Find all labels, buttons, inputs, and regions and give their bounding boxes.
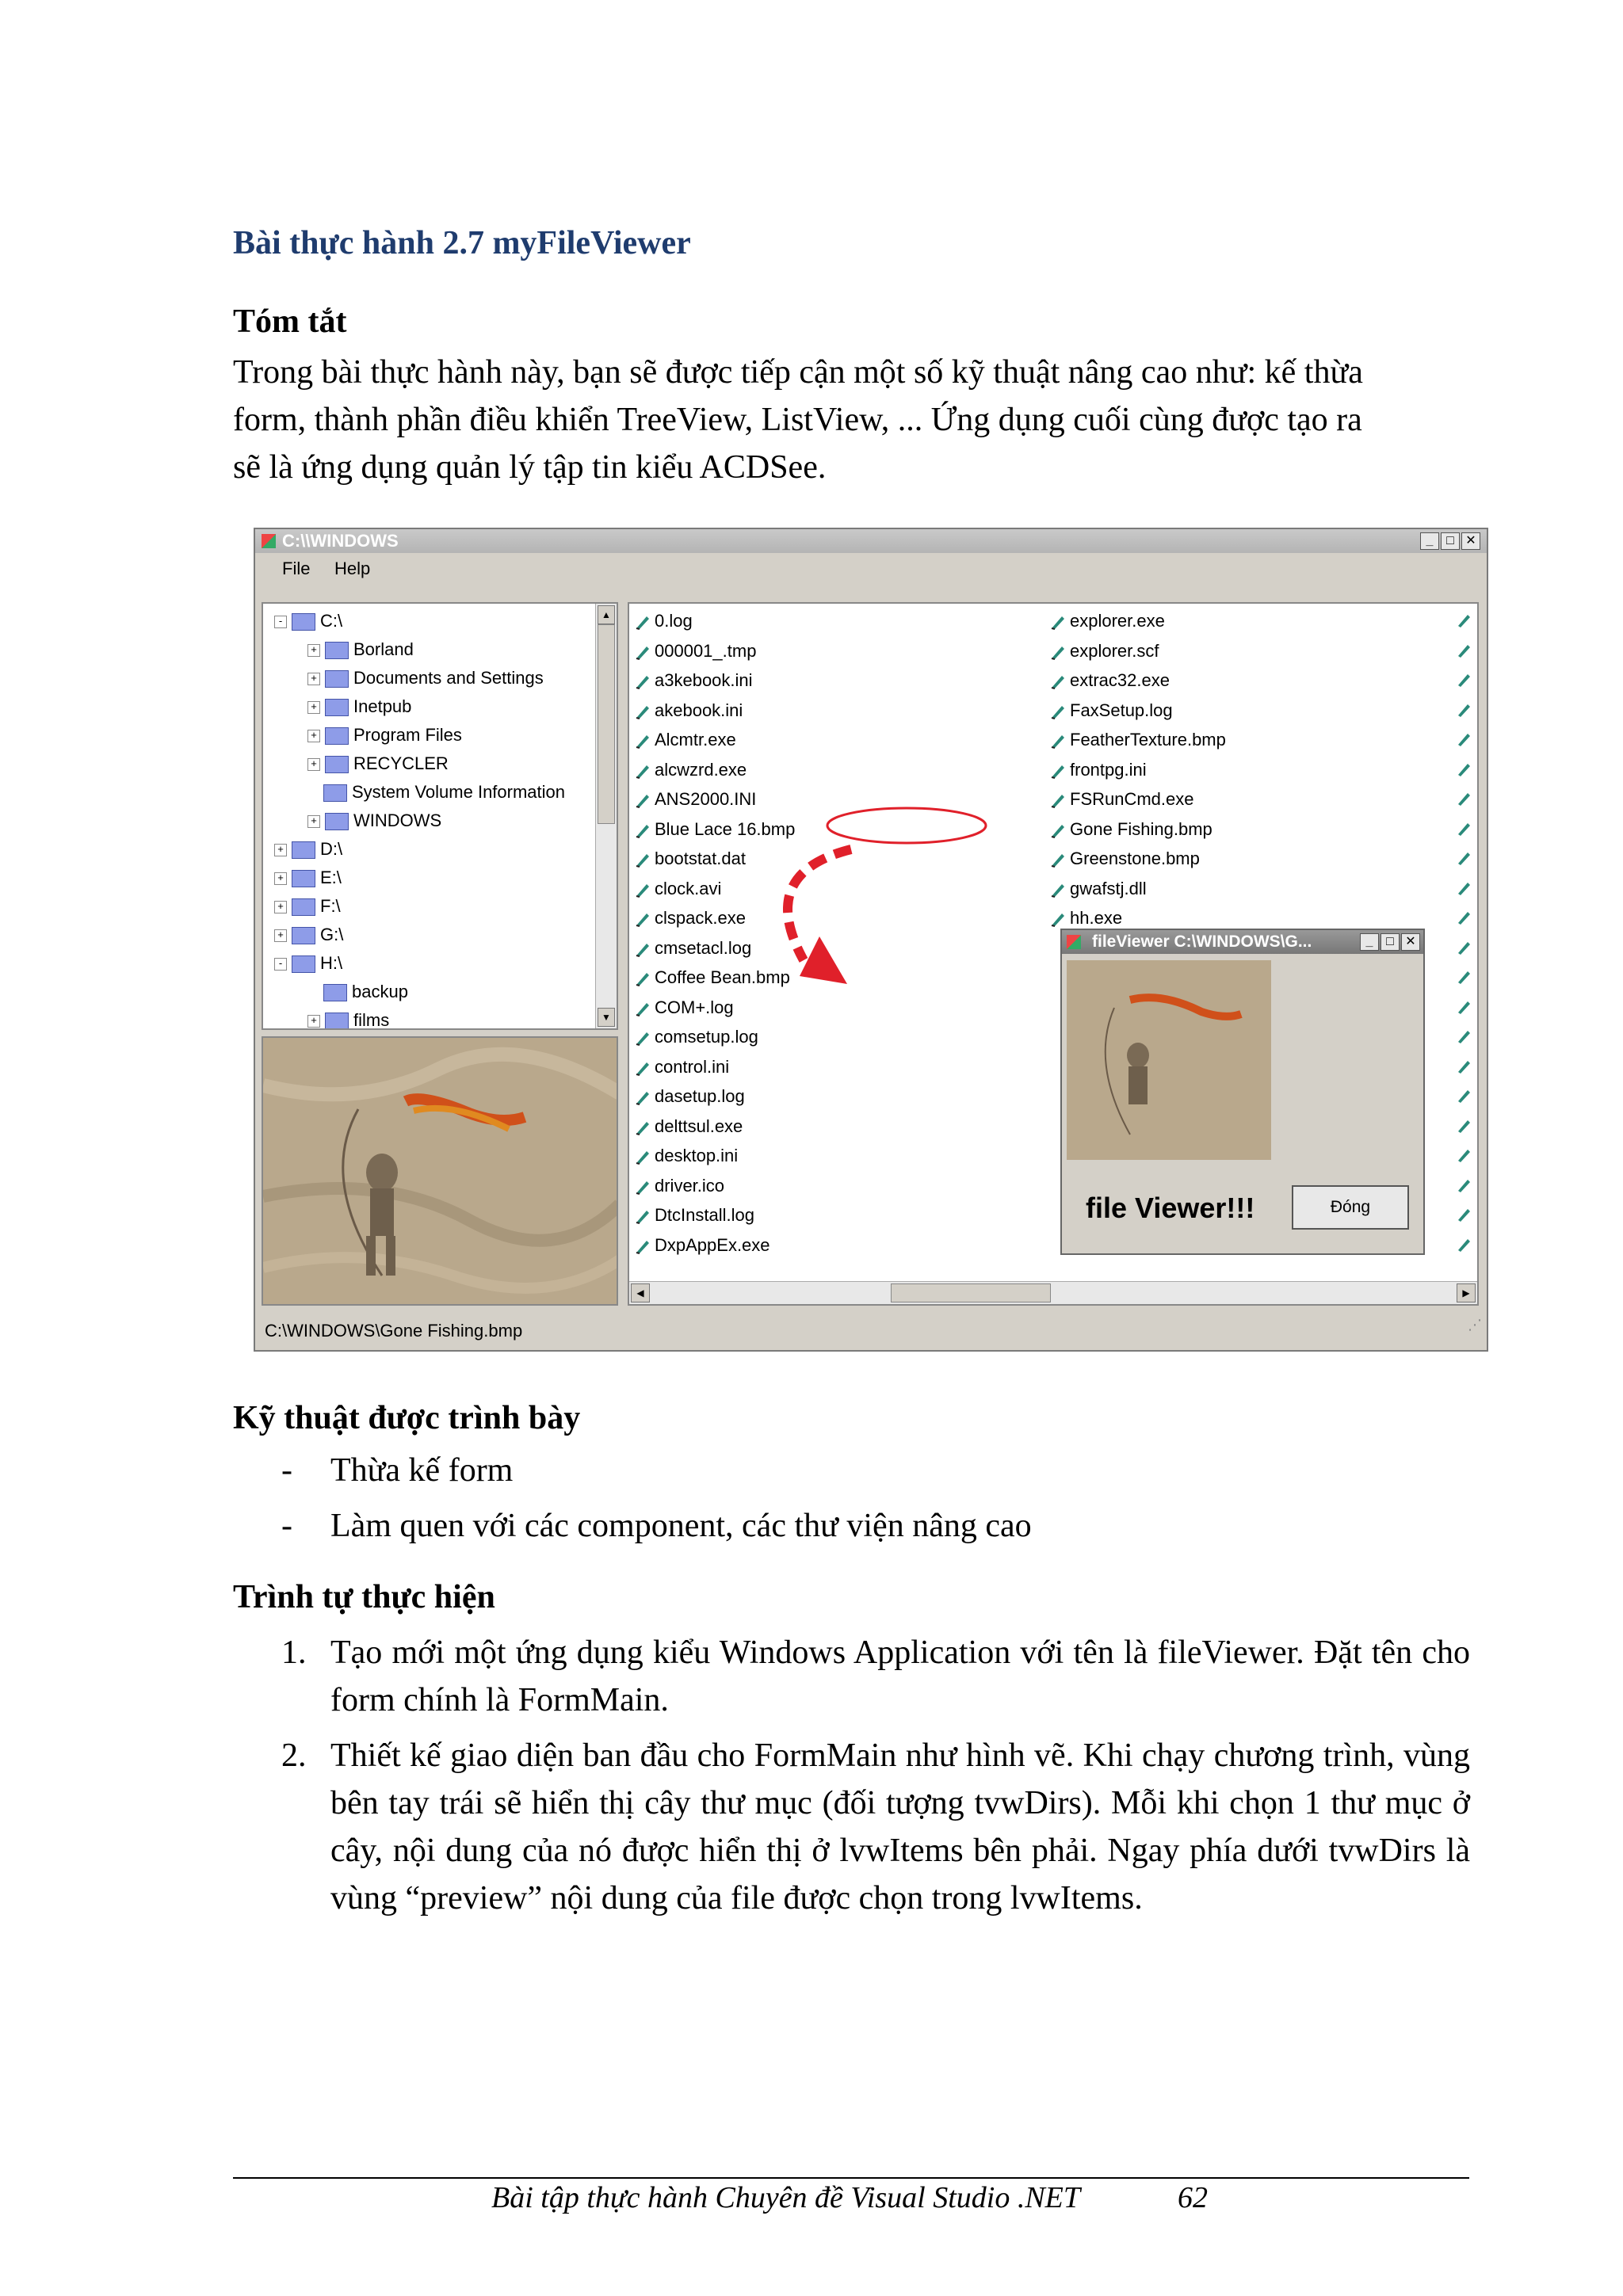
tree-node[interactable] — [274, 949, 342, 978]
tree-node-label: E:\ — [320, 868, 342, 887]
techniques-title: Kỹ thuật được trình bày — [233, 1400, 581, 1436]
list-item[interactable] — [1049, 637, 1159, 666]
file-icon — [634, 970, 651, 987]
list-item-label: gwafstj.dll — [1070, 878, 1147, 898]
list-item[interactable] — [634, 875, 721, 903]
file-icon — [1455, 909, 1472, 926]
minimize-icon[interactable]: _ — [1420, 532, 1439, 550]
file-icon — [1455, 701, 1472, 719]
list-item[interactable] — [634, 845, 746, 873]
maximize-icon[interactable]: □ — [1441, 532, 1460, 550]
list-item-label: bootstat.dat — [655, 849, 746, 868]
popup-title: fileViewer C:\WINDOWS\G... — [1092, 933, 1312, 951]
popup-minimize-icon[interactable]: _ — [1360, 933, 1379, 951]
file-icon — [634, 1148, 651, 1165]
list-item[interactable] — [1049, 875, 1147, 903]
list-item[interactable] — [634, 666, 753, 695]
file-icon — [1049, 822, 1067, 839]
list-item-label: cmsetacl.log — [655, 937, 752, 958]
summary-line-1: Trong bài thực hành này, bạn sẽ được tiếp cận một số kỹ thuật nâng cao như: kế thừa — [233, 354, 1363, 391]
list-item-label: alcwzrd.exe — [655, 759, 747, 780]
list-item-label: Gone Fishing.bmp — [1070, 818, 1212, 839]
folder-icon — [292, 870, 315, 887]
file-icon — [1455, 968, 1472, 986]
app-icon — [262, 534, 276, 548]
tree-node[interactable] — [274, 835, 342, 864]
folder-icon — [325, 727, 349, 745]
list-item-label: driver.ico — [655, 1175, 725, 1196]
file-icon — [1455, 1087, 1472, 1104]
file-icon — [1455, 939, 1472, 956]
step-item: 2. Thiết kế giao diện ban đầu cho FormMain như hình vẽ. Khi chạy chương trình, vùng bên tay trái sẽ hiển thị cây thư mục (đối tượng tvwDirs). Mỗi khi chọn 1 thư mục ở cây, nội dung của nó được hiển thị ở lvwItems bên phải. Ngay phía dưới tvwDirs là vùng “preview” nội dung của file được chọn trong lvwItems. — [281, 1737, 1470, 1917]
list-item[interactable] — [634, 1172, 724, 1200]
tree-node[interactable] — [274, 864, 342, 892]
file-icon — [1455, 1236, 1472, 1253]
expand-icon[interactable]: + — [274, 929, 287, 942]
list-item-label: clock.avi — [655, 878, 722, 898]
file-icon — [1455, 1146, 1472, 1164]
tree-node[interactable] — [307, 807, 441, 835]
tree-node-label: RECYCLER — [353, 753, 449, 773]
file-icon — [634, 1178, 651, 1196]
list-item-label: Alcmtr.exe — [655, 730, 736, 749]
file-icon — [1049, 732, 1067, 749]
file-icon — [634, 762, 651, 780]
file-icon — [1455, 1177, 1472, 1194]
list-item[interactable] — [634, 637, 756, 666]
list-item-label: delttsul.exe — [655, 1116, 743, 1136]
collapse-icon[interactable]: - — [274, 616, 287, 628]
popup-titlebar — [1062, 930, 1423, 954]
tree-node-label: Documents and Settings — [353, 668, 544, 688]
scroll-up-icon[interactable]: ▲ — [598, 605, 615, 624]
file-icon — [634, 1059, 651, 1077]
summary-line-2: form, thành phần điều khiển TreeView, ListView, ... Ứng dụng cuối cùng được tạo ra — [233, 402, 1362, 438]
list-item[interactable] — [634, 994, 734, 1022]
tree-node[interactable] — [307, 664, 544, 692]
list-item[interactable] — [1049, 815, 1212, 844]
list-item[interactable] — [634, 815, 795, 844]
tree-node[interactable] — [274, 607, 342, 635]
list-item-label: FeatherTexture.bmp — [1070, 730, 1226, 749]
folder-icon — [325, 756, 349, 773]
folder-icon — [292, 841, 315, 859]
directory-tree[interactable] — [262, 602, 618, 1030]
file-icon — [634, 881, 651, 898]
folder-icon — [323, 784, 347, 802]
list-item-label: clspack.exe — [655, 908, 746, 928]
file-icon — [1049, 851, 1067, 868]
list-item-label: akebook.ini — [655, 700, 743, 720]
list-item[interactable] — [634, 1082, 745, 1111]
file-icon — [1455, 790, 1472, 807]
expand-icon[interactable]: + — [274, 872, 287, 885]
file-icon — [634, 703, 651, 720]
list-item-label: frontpg.ini — [1070, 759, 1147, 780]
popup-image — [1067, 960, 1271, 1160]
tree-node[interactable] — [307, 692, 411, 721]
fishing-image-preview — [263, 1038, 618, 1306]
expand-icon[interactable]: + — [274, 844, 287, 856]
list-item[interactable] — [634, 904, 746, 933]
file-icon — [634, 732, 651, 749]
file-icon — [1455, 998, 1472, 1016]
menu-bar — [255, 555, 1487, 583]
list-item-label: extrac32.exe — [1070, 670, 1170, 690]
list-item[interactable] — [634, 963, 790, 992]
tree-scrollbar[interactable] — [595, 604, 617, 1028]
list-item-label: control.ini — [655, 1056, 730, 1077]
footer-divider — [233, 2177, 1469, 2179]
tree-node[interactable] — [307, 778, 565, 807]
resize-grip-icon[interactable]: ⋰ — [1468, 1317, 1482, 1333]
file-icon — [634, 1238, 651, 1255]
file-icon — [634, 673, 651, 690]
list-item[interactable] — [634, 934, 751, 963]
scroll-down-icon[interactable]: ▼ — [598, 1008, 615, 1027]
tree-node[interactable] — [307, 749, 449, 778]
folder-icon — [325, 670, 349, 688]
list-item-label: hh.exe — [1070, 908, 1123, 928]
list-item[interactable] — [1049, 756, 1147, 784]
list-item-label: 0.log — [655, 611, 693, 631]
list-item[interactable] — [1049, 726, 1226, 754]
footer-text: Bài tập thực hành Chuyên đề Visual Studio .NET — [491, 2181, 1081, 2214]
expand-icon[interactable]: + — [307, 644, 320, 657]
list-item[interactable] — [1049, 607, 1165, 635]
file-icon — [1049, 881, 1067, 898]
file-icon — [1049, 910, 1067, 928]
folder-icon — [323, 984, 347, 1001]
file-icon — [1455, 730, 1472, 748]
file-viewer-popup — [1060, 929, 1425, 1255]
menu-help[interactable]: Help — [334, 559, 371, 578]
list-item-label: DxpAppEx.exe — [655, 1234, 770, 1255]
list-item-label: 000001_.tmp — [655, 640, 757, 661]
expand-icon[interactable]: + — [307, 815, 320, 828]
file-icon — [1049, 762, 1067, 780]
file-icon — [1455, 761, 1472, 778]
expand-icon[interactable]: + — [274, 901, 287, 913]
list-item-label: Blue Lace 16.bmp — [655, 818, 796, 839]
list-item[interactable] — [634, 756, 747, 784]
list-item-label: desktop.ini — [655, 1146, 739, 1165]
list-item-label: FaxSetup.log — [1070, 700, 1173, 720]
file-icon — [634, 1119, 651, 1136]
file-icon — [634, 791, 651, 809]
file-icon — [1049, 791, 1067, 809]
tree-node[interactable] — [307, 721, 462, 749]
tree-node-label: films — [353, 1010, 390, 1030]
file-icon — [634, 822, 651, 839]
popup-app-icon — [1067, 935, 1081, 949]
folder-icon — [325, 642, 349, 659]
list-item[interactable] — [634, 785, 756, 814]
list-item[interactable] — [634, 1053, 729, 1081]
file-icon — [1455, 879, 1472, 897]
popup-close-icon[interactable]: ✕ — [1401, 933, 1420, 951]
file-icon — [634, 613, 651, 631]
file-icon — [634, 910, 651, 928]
tree-node-label: Borland — [353, 639, 414, 659]
list-item[interactable] — [1049, 845, 1200, 873]
lesson-heading: Bài thực hành 2.7 myFileViewer — [233, 225, 691, 261]
file-icon — [1049, 703, 1067, 720]
expand-icon[interactable]: + — [307, 1015, 320, 1028]
tree-node-label: G:\ — [320, 925, 344, 944]
file-icon — [634, 1029, 651, 1047]
list-item-label: FSRunCmd.exe — [1070, 789, 1194, 809]
tree-node[interactable] — [274, 892, 341, 921]
tree-node-label: C:\ — [320, 611, 343, 631]
collapse-icon[interactable]: - — [274, 958, 287, 971]
app-window-screenshot — [254, 528, 1488, 1352]
file-icon — [634, 643, 651, 661]
list-item-label: a3kebook.ini — [655, 670, 753, 690]
tree-node-label: WINDOWS — [353, 810, 442, 830]
folder-icon — [292, 955, 315, 973]
list-item[interactable] — [634, 696, 743, 725]
popup-caption: file Viewer!!! — [1086, 1192, 1255, 1224]
expand-icon[interactable]: + — [307, 701, 320, 714]
tree-node-label: Inetpub — [353, 696, 412, 716]
step-item: 1. Tạo mới một ứng dụng kiểu Windows Application với tên là fileViewer. Đặt tên cho form chính là FormMain. — [281, 1634, 1470, 1718]
file-icon — [1455, 612, 1472, 629]
list-item[interactable] — [634, 1142, 738, 1170]
file-icon — [1049, 673, 1067, 690]
file-icon — [634, 1089, 651, 1106]
tree-node-label: D:\ — [320, 839, 343, 859]
folder-icon — [292, 613, 315, 631]
file-icon — [1455, 642, 1472, 659]
list-item-label: Coffee Bean.bmp — [655, 967, 790, 987]
list-item-label: explorer.exe — [1070, 611, 1165, 631]
file-icon — [1455, 1206, 1472, 1223]
tree-node-label: backup — [352, 982, 408, 1001]
list-item[interactable] — [634, 1023, 758, 1051]
image-preview — [262, 1036, 618, 1306]
list-item-label: comsetup.log — [655, 1027, 758, 1047]
file-icon — [1049, 613, 1067, 631]
expand-icon[interactable]: + — [307, 730, 320, 742]
list-item[interactable] — [1049, 785, 1194, 814]
folder-icon — [325, 699, 349, 716]
tree-node[interactable] — [307, 978, 408, 1006]
file-icon — [634, 1000, 651, 1017]
list-item[interactable] — [634, 1201, 754, 1230]
file-icon — [1455, 1117, 1472, 1135]
scroll-right-icon[interactable]: ▶ — [1457, 1283, 1476, 1302]
list-item-label: Greenstone.bmp — [1070, 849, 1200, 868]
list-item[interactable] — [634, 1231, 770, 1260]
summary-line-3: sẽ là ứng dụng quản lý tập tin kiểu ACDSee. — [233, 449, 827, 486]
expand-icon[interactable]: + — [307, 673, 320, 685]
list-item-label: DtcInstall.log — [655, 1205, 754, 1225]
close-icon[interactable]: ✕ — [1461, 532, 1480, 550]
list-item[interactable] — [634, 1112, 743, 1141]
tree-node-label: Program Files — [353, 725, 462, 745]
file-icon — [1455, 1058, 1472, 1075]
tree-node-label: System Volume Information — [352, 782, 566, 802]
window-titlebar — [255, 529, 1487, 553]
close-popup-button[interactable]: Đóng — [1292, 1185, 1409, 1230]
status-path: C:\WINDOWS\Gone Fishing.bmp — [265, 1321, 523, 1341]
file-icon — [634, 1207, 651, 1225]
menu-file[interactable]: File — [282, 559, 311, 578]
folder-icon — [292, 927, 315, 944]
list-item-label: dasetup.log — [655, 1086, 745, 1106]
popup-maximize-icon[interactable]: □ — [1381, 933, 1400, 951]
tree-node-label: F:\ — [320, 896, 341, 916]
scroll-left-icon[interactable]: ◀ — [631, 1283, 650, 1302]
page-number: 62 — [1178, 2181, 1208, 2214]
scroll-thumb[interactable] — [598, 624, 615, 824]
file-icon — [1049, 643, 1067, 661]
folder-icon — [292, 898, 315, 916]
expand-icon[interactable]: + — [307, 758, 320, 771]
file-icon — [1455, 1028, 1472, 1045]
file-icon — [1455, 849, 1472, 867]
list-item-label: explorer.scf — [1070, 640, 1159, 661]
list-item-label: ANS2000.INI — [655, 789, 757, 809]
tree-node[interactable] — [307, 1006, 389, 1030]
status-bar — [255, 1312, 1487, 1350]
file-icon — [634, 940, 651, 958]
list-item[interactable] — [1049, 696, 1173, 725]
file-icon — [1455, 671, 1472, 688]
list-item[interactable] — [634, 726, 736, 754]
file-icon — [1455, 820, 1472, 837]
summary-title: Tóm tắt — [233, 303, 347, 340]
file-icon — [634, 851, 651, 868]
list-item-label: COM+.log — [655, 997, 734, 1017]
tree-node-label: H:\ — [320, 953, 343, 973]
tree-node[interactable] — [307, 635, 414, 664]
window-title: C:\\WINDOWS — [282, 531, 399, 551]
tree-node[interactable] — [274, 921, 343, 949]
list-item[interactable] — [634, 607, 693, 635]
folder-icon — [325, 1013, 349, 1030]
list-item[interactable] — [1049, 666, 1170, 695]
folder-icon — [325, 813, 349, 830]
steps-title: Trình tự thực hiện — [233, 1579, 495, 1615]
